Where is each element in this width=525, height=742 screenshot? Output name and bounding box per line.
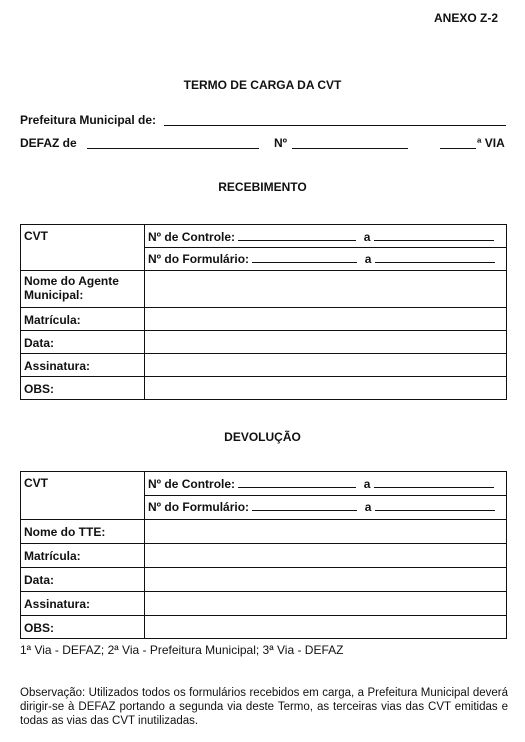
devolucao-controle-a: a <box>363 477 371 491</box>
recebimento-matricula-cell[interactable] <box>145 308 507 331</box>
devolucao-controle-from[interactable] <box>238 478 356 488</box>
recebimento-agente-label: Nome do Agente Municipal: <box>21 271 145 308</box>
recebimento-formulario-to[interactable] <box>375 253 495 263</box>
via-label: ª VIA <box>477 136 505 150</box>
recebimento-formulario-row[interactable] <box>145 248 507 271</box>
recebimento-data-label: Data: <box>21 331 145 354</box>
devolucao-data-cell[interactable] <box>145 568 507 592</box>
devolucao-assinatura-label: Assinatura: <box>21 592 145 616</box>
vias-distribution: 1ª Via - DEFAZ; 2ª Via - Prefeitura Municipal; 3ª Via - DEFAZ <box>20 643 344 657</box>
recebimento-controle-row[interactable] <box>145 225 507 248</box>
devolucao-controle-to[interactable] <box>374 478 494 488</box>
devolucao-matricula-cell[interactable] <box>145 544 507 568</box>
recebimento-controle-from[interactable] <box>238 231 356 241</box>
devolucao-matricula-label: Matrícula: <box>21 544 145 568</box>
document-title: TERMO DE CARGA DA CVT <box>183 78 342 92</box>
recebimento-formulario-from[interactable] <box>252 253 357 263</box>
numero-label: Nº <box>274 136 288 150</box>
devolucao-table <box>20 471 507 639</box>
recebimento-assinatura-label: Assinatura: <box>21 354 145 377</box>
numero-field[interactable] <box>292 148 408 149</box>
recebimento-obs-label: OBS: <box>21 377 145 400</box>
devolucao-controle-row[interactable] <box>145 472 507 496</box>
annex-label: ANEXO Z-2 <box>434 11 499 25</box>
defaz-label: DEFAZ de <box>20 136 77 150</box>
recebimento-title: RECEBIMENTO <box>218 180 307 194</box>
devolucao-controle-label: Nº de Controle: <box>148 477 236 491</box>
defaz-field[interactable] <box>87 148 259 149</box>
devolucao-nome-tte-label: Nome do TTE: <box>21 520 145 544</box>
recebimento-table <box>20 224 507 400</box>
prefeitura-field[interactable] <box>164 125 506 126</box>
recebimento-formulario-a: a <box>364 252 372 266</box>
devolucao-assinatura-cell[interactable] <box>145 592 507 616</box>
recebimento-formulario-label: Nº do Formulário: <box>148 252 250 266</box>
devolucao-title: DEVOLUÇÃO <box>224 430 301 444</box>
observacao-note: Observação: Utilizados todos os formulários recebidos em carga, a Prefeitura Municipal deverá dirigir-se à DEFAZ portando a segunda via deste Termo, as terceiras vias das CVT emitidas e todas as vias das CVT inutilizadas. <box>20 687 508 727</box>
devolucao-formulario-from[interactable] <box>252 501 357 511</box>
recebimento-data-cell[interactable] <box>145 331 507 354</box>
devolucao-data-label: Data: <box>21 568 145 592</box>
recebimento-matricula-label: Matrícula: <box>21 308 145 331</box>
prefeitura-label: Prefeitura Municipal de: <box>20 113 157 127</box>
recebimento-controle-to[interactable] <box>374 231 494 241</box>
via-field[interactable] <box>440 148 476 149</box>
devolucao-formulario-a: a <box>364 500 372 514</box>
recebimento-agente-cell[interactable] <box>145 271 507 308</box>
devolucao-formulario-to[interactable] <box>375 501 495 511</box>
devolucao-cvt-label: CVT <box>21 472 145 520</box>
recebimento-obs-cell[interactable] <box>145 377 507 400</box>
devolucao-obs-label: OBS: <box>21 616 145 639</box>
devolucao-formulario-row[interactable] <box>145 496 507 520</box>
recebimento-cvt-label: CVT <box>21 225 145 271</box>
recebimento-controle-label: Nº de Controle: <box>148 230 236 244</box>
devolucao-nome-tte-cell[interactable] <box>145 520 507 544</box>
devolucao-formulario-label: Nº do Formulário: <box>148 500 250 514</box>
recebimento-assinatura-cell[interactable] <box>145 354 507 377</box>
devolucao-obs-cell[interactable] <box>145 616 507 639</box>
recebimento-controle-a: a <box>363 230 371 244</box>
